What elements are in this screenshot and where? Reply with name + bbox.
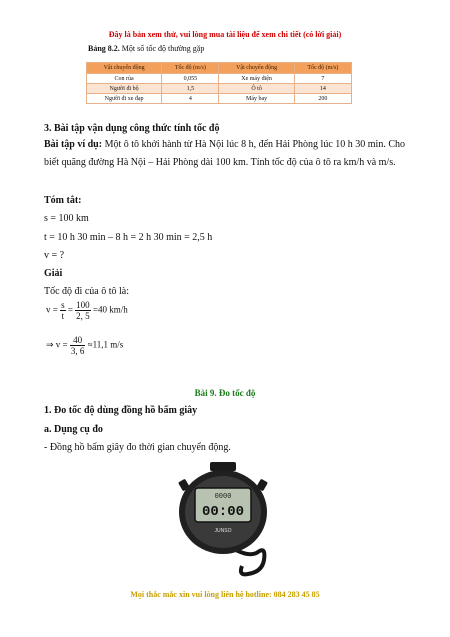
subheading-tools: a. Dụng cụ đo (44, 424, 103, 435)
fraction-denominator: 2, 5 (76, 311, 90, 321)
solution-intro: Tốc độ đi của ô tô là: (44, 286, 129, 297)
table-header-cell: Vật chuyển động (87, 63, 162, 74)
table-caption (88, 44, 204, 53)
display-top: 0000 (214, 493, 232, 501)
lanyard-cord (232, 548, 264, 574)
lesson-heading: 1. Đo tốc độ dùng đồng hồ bấm giây (44, 405, 198, 416)
preview-banner: Đây là bản xem thử, vui lòng mua tài liệu để xem chi tiết (có lời giải) (108, 30, 342, 39)
speed-table (86, 62, 352, 104)
table-cell: 4 (162, 94, 219, 104)
eq-lhs: ⇒ v = (46, 339, 68, 350)
fraction-s-over-t (60, 300, 66, 321)
hotline-banner: Mọi thắc mắc xin vui lòng liên hệ hotline: 084 283 45 85 (130, 590, 320, 599)
bullet-stopwatch: - Đồng hồ bấm giây đo thời gian chuyển động. (44, 442, 231, 453)
table-cell: Con rùa (87, 74, 162, 84)
speed-equation-ms (46, 335, 123, 356)
lesson-title: Bài 9. Đo tốc độ (194, 388, 256, 398)
top-button (210, 462, 236, 471)
example-text: Một ô tô khởi hành từ Hà Nội lúc 8 h, đến Hải Phòng lúc 10 h 30 min. Cho biết quãng đường Hà Nội – Hải Phòng dài 100 km. Tính tốc độ của ô tô ra km/h và m/s. (44, 139, 405, 168)
section-heading: 3. Bài tập vận dụng công thức tính tốc độ (44, 123, 220, 134)
example-label: Bài tập ví dụ: (44, 139, 103, 150)
table-caption-text: Một số tốc độ thường gặp (119, 44, 205, 53)
table-row (87, 94, 352, 104)
table-cell: Người đi bộ (87, 84, 162, 94)
table-row (87, 74, 352, 84)
table-row (87, 84, 352, 94)
fraction-numerator: 100 (76, 300, 90, 310)
table-header-cell: Vật chuyển động (219, 63, 294, 74)
table-cell: 1,5 (162, 84, 219, 94)
fraction-denominator: t (61, 311, 65, 321)
fraction-numerator: 40 (70, 335, 86, 346)
example-paragraph (44, 136, 414, 172)
fraction-conversion (70, 335, 86, 356)
table-cell: Máy bay (219, 94, 294, 104)
summary-time: t = 10 h 30 min – 8 h = 2 h 30 min = 2,5 h (44, 232, 213, 243)
speed-equation-kmh (46, 300, 128, 321)
summary-unknown: v = ? (44, 250, 65, 261)
table-header-cell: Tốc độ (m/s) (162, 63, 219, 74)
display-main: 00:00 (201, 504, 245, 520)
fraction-numerator: s (61, 300, 65, 310)
table-caption-number: Bảng 8.2. (88, 44, 120, 53)
solution-label: Giải (44, 268, 63, 279)
eq-lhs: v = (46, 304, 58, 315)
summary-distance: s = 100 km (44, 213, 89, 224)
brand-label: JUNSO (214, 528, 232, 534)
eq-sign: = (67, 304, 73, 315)
table-header-row (87, 63, 352, 74)
eq-result: ≈11,1 m/s (87, 339, 124, 350)
summary-label: Tóm tắt: (44, 195, 82, 206)
fraction-values (75, 300, 91, 321)
table-cell: 7 (294, 74, 351, 84)
table-cell: Xe máy điện (219, 74, 294, 84)
eq-result: =40 km/h (92, 304, 128, 315)
table-cell: 0,055 (162, 74, 219, 84)
table-cell: Người đi xe đạp (87, 94, 162, 104)
table-header-cell: Tốc độ (m/s) (294, 63, 351, 74)
table-cell: 14 (294, 84, 351, 94)
table-cell: 200 (294, 94, 351, 104)
table-cell: Ô tô (219, 84, 294, 94)
fraction-denominator: 3, 6 (70, 346, 85, 356)
stopwatch-image (170, 460, 280, 580)
